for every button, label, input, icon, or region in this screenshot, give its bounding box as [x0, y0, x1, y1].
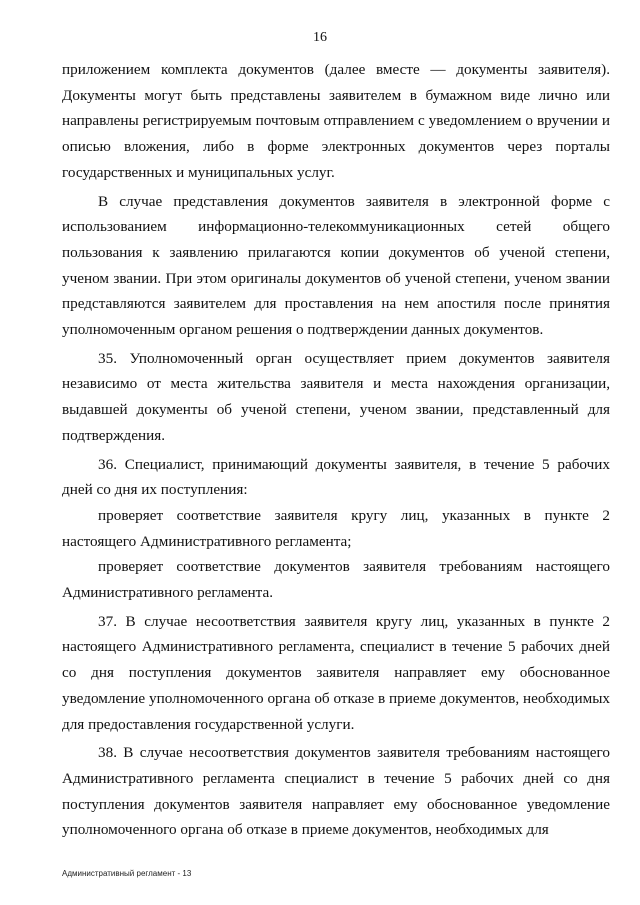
- paragraph-36-check-documents: проверяет соответствие документов заявителя требованиям настоящего Административного регламента.: [62, 558, 610, 602]
- page-number: 16: [313, 30, 327, 45]
- paragraph-36: 36. Специалист, принимающий документы заявителя, в течение 5 рабочих дней со дня их поступления:: [62, 455, 610, 499]
- paragraph-37: 37. В случае несоответствия заявителя кругу лиц, указанных в пункте 2 настоящего Административного регламента, специалист в течение 5 рабочих дней со дня поступления документов заявителя направляет ему обоснованное уведомление уполномоченного органа об отказе в приеме документов, необходимых для предоставления государственной услуги.: [62, 612, 610, 733]
- paragraph-electronic-submission: В случае представления документов заявителя в электронной форме с использованием информационно-телекоммуникационных сетей общего пользования к заявлению прилагаются копии документов об ученой степени, ученом звании. При этом оригиналы документов об ученой степени, ученом звании представляются заявителем для проставления на нем апостиля после принятия уполномоченным органом решения о подтверждении данных документов.: [62, 192, 610, 339]
- paragraph-continuation: приложением комплекта документов (далее вместе — документы заявителя). Документы могут быть представлены заявителем в бумажном виде лично или направлены регистрируемым почтовым отправлением с уведомлением о вручении и описью вложения, либо в форме электронных документов через порталы государственных и муниципальных услуг.: [62, 61, 610, 181]
- document-body: [62, 57, 610, 843]
- paragraph-35: 35. Уполномоченный орган осуществляет прием документов заявителя независимо от места жительства заявителя и места нахождения организации, выдавшей документы об ученой степени, ученом звании, представленный для подтверждения.: [62, 349, 610, 444]
- paragraph-38: 38. В случае несоответствия документов заявителя требованиям настоящего Административного регламента специалист в течение 5 рабочих дней со дня поступления документов заявителя направляет ему обоснованное уведомление уполномоченного органа об отказе в приеме документов, необходимых для: [62, 744, 610, 839]
- footer-note: Административный регламент - 13: [62, 869, 192, 878]
- paragraph-36-check-applicant: проверяет соответствие заявителя кругу лиц, указанных в пункте 2 настоящего Административного регламента;: [62, 506, 610, 550]
